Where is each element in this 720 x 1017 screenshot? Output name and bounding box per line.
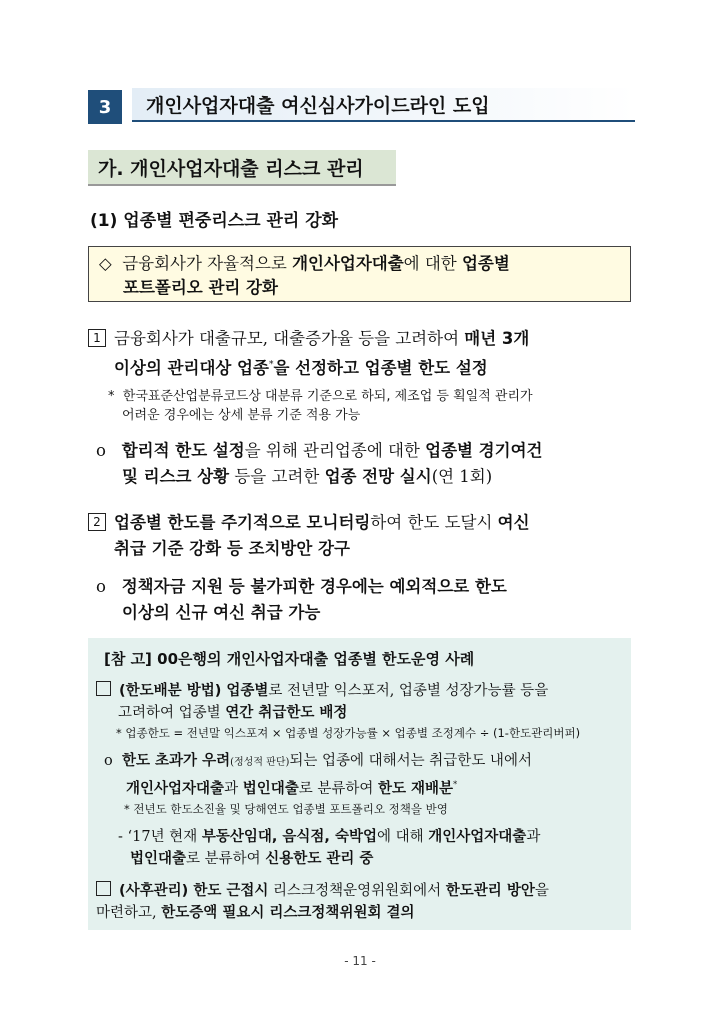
reference-title: [참 고] 00은행의 개인사업자대출 업종별 한도운영 사례	[104, 650, 475, 668]
item-2-number: 2	[88, 513, 106, 531]
item-2-circle: o 정책자금 지원 등 불가피한 경우에는 예외적으로 한도 이상의 신규 여신 취급 가능	[96, 577, 507, 622]
section-title: 개인사업자대출 여신심사가이드라인 도입	[132, 88, 635, 122]
reference-note-1: * 업종한도 = 전년말 익스포져 × 업종별 성장가능률 × 업종별 조정계수 ÷ (1-한도관리버퍼)	[116, 726, 581, 740]
section-number: 3	[98, 96, 112, 118]
page-number: - 11 -	[344, 954, 376, 968]
section-number-badge	[88, 90, 122, 124]
circle-bullet-icon: o	[104, 753, 113, 769]
reference-item-2: (사후관리) 한도 근접시 리스크정책운영위원회에서 한도관리 방안을 마련하고, 한도증액 필요시 리스크정책위원회 결의	[96, 883, 549, 921]
circle-bullet-icon: o	[96, 577, 106, 596]
reference-note-2: * 전년도 한도소진율 및 당해연도 업종별 포트폴리오 정책을 반영	[124, 802, 448, 816]
item-2: 2 업종별 한도를 주기적으로 모니터링하여 한도 도달시 여신 취급 기준 강화 등 조치방안 강구	[88, 510, 633, 562]
square-bullet-icon	[96, 881, 111, 896]
summary-line-2: 포트폴리오 관리 강화	[123, 278, 278, 297]
item-1-number: 1	[88, 329, 106, 347]
heading: (1) 업종별 편중리스크 관리 강화	[90, 211, 339, 231]
summary-box	[88, 246, 631, 302]
circle-bullet-icon: o	[96, 441, 106, 460]
item-1-note: * 한국표준산업분류코드상 대분류 기준으로 하되, 제조업 등 획일적 관리가 어려운 경우에는 상세 분류 기준 적용 가능	[108, 389, 533, 423]
reference-item-1: (한도배분 방법) 업종별로 전년말 익스포저, 업종별 성장가능률 등을 고려하여 업종별 연간 취급한도 배정	[96, 680, 628, 724]
item-1-circle: o 합리적 한도 설정을 위해 관리업종에 대한 업종별 경기여건 및 리스크 상황 등을 고려한 업종 전망 실시(연 1회)	[96, 441, 543, 486]
diamond-bullet-icon: ◇	[99, 254, 112, 273]
reference-circle: o 한도 초과가 우려(정성적 판단)되는 업종에 대해서는 취급한도 내에서 개인사업자대출과 법인대출로 분류하여 한도 재배분*	[104, 753, 532, 797]
item-1: 1 금융회사가 대출규모, 대출증가율 등을 고려하여 매년 3개 이상의 관리대상 업종*을 선정하고 업종별 한도 설정	[88, 326, 633, 382]
subsection-title: 가. 개인사업자대출 리스크 관리	[88, 150, 396, 186]
square-bullet-icon	[96, 681, 111, 696]
reference-dash-item: - ‘17년 현재 부동산임대, 음식점, 숙박업에 대해 개인사업자대출과 법인대출로 분류하여 신용한도 관리 중	[118, 829, 541, 867]
summary-line-1: ◇ 금융회사가 자율적으로 개인사업자대출에 대한 업종별	[99, 254, 510, 273]
